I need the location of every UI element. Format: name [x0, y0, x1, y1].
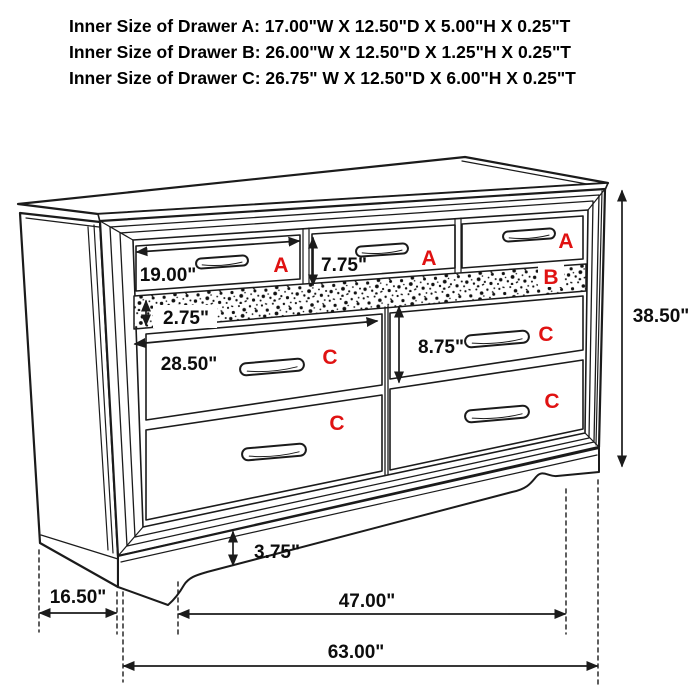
overall-width-label: 63.00" — [327, 642, 385, 663]
band-height-label: 2.75" — [163, 308, 209, 329]
side-depth-label: 16.50" — [49, 587, 107, 608]
drawer-c-height-label: 8.75" — [418, 337, 464, 358]
drawer-a2-letter: A — [421, 247, 437, 270]
base-height-label: 3.75" — [254, 542, 300, 563]
drawer-c-bottom-right-letter: C — [544, 390, 560, 413]
foot-span-label: 47.00" — [338, 591, 396, 612]
dresser-structure — [18, 157, 622, 686]
header-line-drawer-c: Inner Size of Drawer C: 26.75" W X 12.50"D X 6.00"H X 0.25"T — [69, 68, 576, 88]
header-line-drawer-b: Inner Size of Drawer B: 26.00"W X 12.50"D X 1.25"H X 0.25"T — [69, 42, 571, 62]
drawer-c-width-label: 28.50" — [160, 354, 218, 375]
overall-height-label: 38.50" — [632, 306, 690, 327]
drawer-a1-letter: A — [273, 254, 289, 277]
drawer-c-top-right-letter: C — [538, 323, 554, 346]
drawer-c-top-left-letter: C — [322, 346, 338, 369]
drawer-c-bottom-left-letter: C — [329, 412, 345, 435]
drawer-a-width-label: 19.00" — [139, 265, 197, 286]
drawer-a3-letter: A — [558, 230, 574, 253]
drawer-a-height-label: 7.75" — [321, 255, 367, 276]
header-line-drawer-a: Inner Size of Drawer A: 17.00"W X 12.50"D X 5.00"H X 0.25"T — [69, 16, 571, 36]
drawer-b-letter: B — [543, 266, 559, 289]
